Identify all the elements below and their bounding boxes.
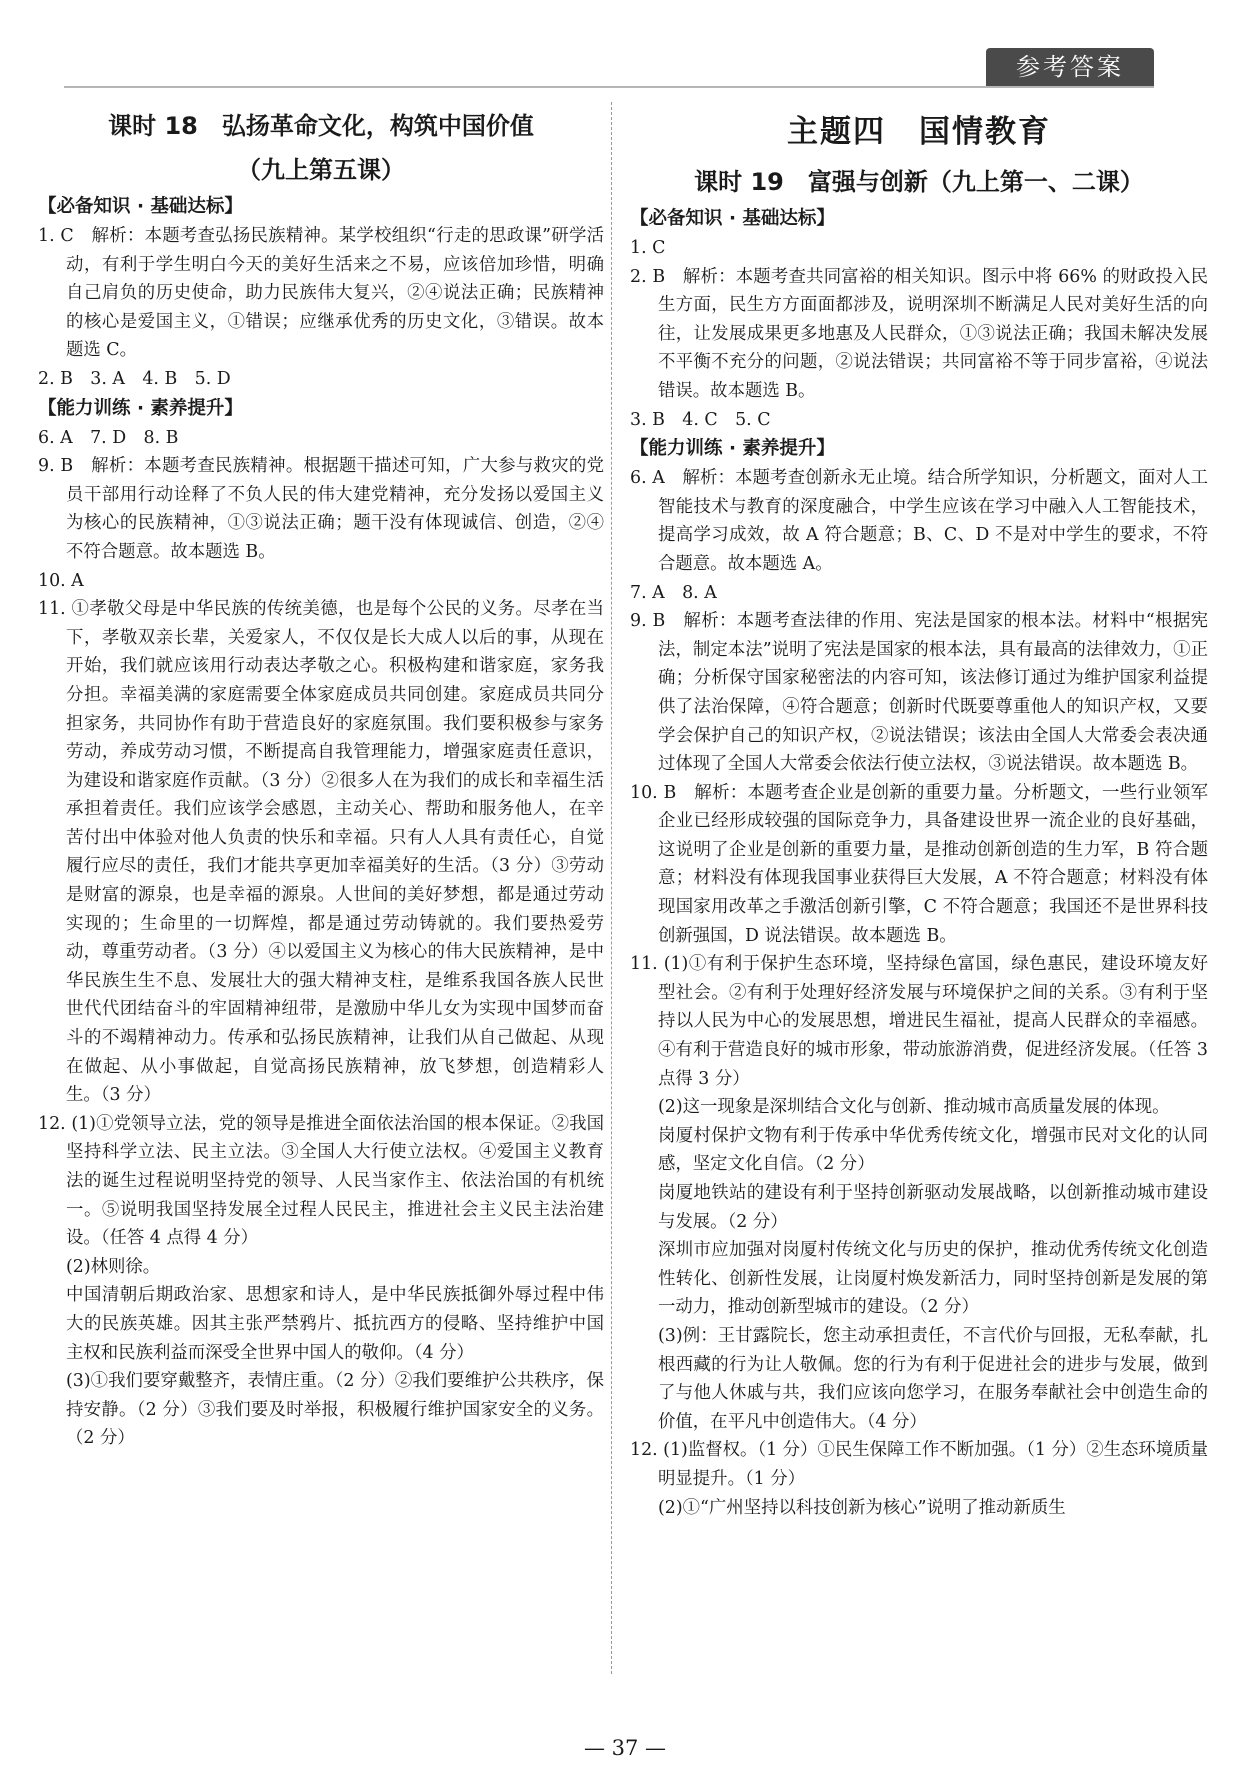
answer-10: 10. A [38, 570, 84, 591]
answer-9: 9. B 解析：本题考查民族精神。根据题干描述可知，广大参与救灾的党员干部用行动诠释了不负人民的伟大建党精神，充分发扬以爱国主义为核心的民族精神，①③说法正确；题干没有体现诚信、创造，②④不符合题意。故本题选 B。 [38, 456, 604, 562]
answers-6-8: 6. A 7. D 8. B [38, 427, 179, 448]
answer-12-part2-detail: 中国清朝后期政治家、思想家和诗人，是中华民族抵御外辱过程中伟大的民族英雄。因其主张严禁鸦片、抵抗西方的侵略、坚持维护中国主权和民族利益而深受全世界中国人的敬仰。（4 分） [66, 1285, 604, 1363]
right-column [630, 104, 1208, 1522]
theme-four-title: 主题四 国情教育 [787, 114, 1051, 150]
answer-r9: 9. B 解析：本题考查法律的作用、宪法是国家的根本法。材料中“根据宪法，制定本法”说明了宪法是国家的根本法，具有最高的法律效力，①正确；分析保守国家秘密法的内容可知，该法修订通过为维护国家利益提供了法治保障，④符合题意；创新时代既要尊重他人的知识产权，又要学会保护自己的知识产权，②说法错误；该法由全国人大常委会表决通过体现了全国人大常委会依法行使立法权，③说法错误。故本题选 B。 [630, 611, 1208, 775]
section-ability-heading-2: 【能力训练 · 素养提升】 [630, 438, 835, 460]
answer-r11-culture: 岗厦村保护文物有利于传承中华优秀传统文化，增强市民对文化的认同感，坚定文化自信。（2 分） [658, 1125, 1208, 1175]
section-basic-heading-2: 【必备知识 · 基础达标】 [630, 208, 835, 229]
lesson-19-title: 课时 19 富强与创新（九上第一、二课） [694, 168, 1144, 196]
answer-key-tab: 参考答案 [986, 48, 1154, 86]
answer-r11-part3: (3)例：王甘露院长，您主动承担责任，不言代价与回报，无私奉献，扎根西藏的行为让人敬佩。您的行为有利于促进社会的进步与发展，做到了与他人休戚与共，我们应该向您学习，在服务奉献社会中创造生命的价值，在平凡中创造伟大。（4 分） [658, 1325, 1208, 1432]
answer-1: 1. C 解析：本题考查弘扬民族精神。某学校组织“行走的思政课”研学活动，有利于学生明白今天的美好生活来之不易，应该倍加珍惜，明确自己肩负的历史使命，助力民族伟大复兴，②④说法正确；民族精神的核心是爱国主义，①错误；应继承优秀的历史文化，③错误。故本题选 C。 [38, 226, 604, 361]
answer-r12-part1: 12. (1)监督权。（1 分）①民生保障工作不断加强。（1 分）②生态环境质量明显提升。（1 分） [630, 1440, 1208, 1489]
answer-r1: 1. C [630, 238, 666, 258]
answer-r11-shenzhen: 深圳市应加强对岗厦村传统文化与历史的保护，推动优秀传统文化创造性转化、创新性发展，让岗厦村焕发新活力，同时坚持创新是发展的第一动力，推动创新型城市的建设。（2 分） [658, 1240, 1208, 1318]
header-rule [64, 86, 1154, 88]
answer-12-part1: 12. (1)①党领导立法，党的领导是推进全面依法治国的根本保证。②我国坚持科学立法、民主立法。③全国人大行使立法权。④爱国主义教育法的诞生过程说明坚持党的领导、人民当家作主、依法治国的有机统一。⑤说明我国坚持发展全过程人民民主，推进社会主义民主法治建设。（任答 4 点得 4 分） [38, 1113, 604, 1249]
answer-r2: 2. B 解析：本题考查共同富裕的相关知识。图示中将 66% 的财政投入民生方面，民生方方面面都涉及，说明深圳不断满足人民对美好生活的向往，让发展成果更多地惠及人民群众，①③说法正确；我国未解决发展不平衡不充分的问题，②说法错误；共同富裕不等于同步富裕，④说法错误。故本题选 B。 [630, 266, 1208, 401]
lesson-18-title: 课时 18 弘扬革命文化，构筑中国价值 [108, 112, 534, 140]
answer-r6: 6. A 解析：本题考查创新永无止境。结合所学知识，分析题文，面对人工智能技术与教育的深度融合，中学生应该在学习中融入人工智能技术，提高学习成效，故 A 符合题意；B、C、D 不是对中学生的要求，不符合题意。故本题选 A。 [630, 468, 1208, 574]
answer-r11-subway: 岗厦地铁站的建设有利于坚持创新驱动发展战略，以创新推动城市建设与发展。（2 分） [658, 1183, 1208, 1232]
section-ability-heading: 【能力训练 · 素养提升】 [38, 397, 243, 419]
answers-r7-8: 7. A 8. A [630, 582, 717, 603]
section-basic-heading: 【必备知识 · 基础达标】 [38, 196, 243, 217]
lesson-18-subtitle: （九上第五课） [237, 156, 405, 184]
answers-2-5: 2. B 3. A 4. B 5. D [38, 368, 231, 389]
answer-12-part2: (2)林则徐。 [66, 1256, 161, 1277]
answer-r12-part2: (2)①“广州坚持以科技创新为核心”说明了推动新质生 [658, 1497, 1066, 1518]
answer-11: 11. ①孝敬父母是中华民族的传统美德，也是每个公民的义务。尽孝在当下，孝敬双亲长辈，关爱家人，不仅仅是长大成人以后的事，从现在开始，我们就应该用行动表达孝敬之心。积极构建和谐家庭，家务我分担。幸福美满的家庭需要全体家庭成员共同创建。家庭成员共同分担家务，共同协作有助于营造良好的家庭氛围。我们要积极参与家务劳动，养成劳动习惯，不断提高自我管理能力，增强家庭责任意识，为建设和谐家庭作贡献。（3 分）②很多人在为我们的成长和幸福生活承担着责任。我们应该学会感恩，主动关心、帮助和服务他人，在辛苦付出中体验对他人负责的快乐和幸福。只有人人具有责任心，自觉履行应尽的责任，我们才能共享更加幸福美好的生活。（3 分）③劳动是财富的源泉，也是幸福的源泉。人世间的美好梦想，都是通过劳动实现的；生命里的一切辉煌，都是通过劳动铸就的。我们要热爱劳动，尊重劳动者。（3 分）④以爱国主义为核心的伟大民族精神，是中华民族生生不息、发展壮大的强大精神支柱，是维系我国各族人民世世代代团结奋斗的牢固精神纽带，是激励中华儿女为实现中国梦而奋斗的不竭精神动力。传承和弘扬民族精神，让我们从自己做起、从现在做起、从小事做起，自觉高扬民族精神，放飞梦想，创造精彩人生。（3 分） [38, 599, 604, 1106]
answer-r11-part1: 11. (1)①有利于保护生态环境，坚持绿色富国，绿色惠民，建设环境友好型社会。②有利于处理好经济发展与环境保护之间的关系。③有利于坚持以人民为中心的发展思想，增进民生福祉，提高人民群众的幸福感。④有利于营造良好的城市形象，带动旅游消费，促进经济发展。（任答 3 点得 3 分） [630, 954, 1208, 1089]
answer-r11-part2: (2)这一现象是深圳结合文化与创新、推动城市高质量发展的体现。 [658, 1097, 1170, 1118]
answer-12-part3: (3)①我们要穿戴整齐，表情庄重。（2 分）②我们要维护公共秩序，保持安静。（2 分）③我们要及时举报，积极履行维护国家安全的义务。（2 分） [66, 1371, 604, 1449]
answers-r3-5: 3. B 4. C 5. C [630, 409, 771, 430]
answer-r10: 10. B 解析：本题考查企业是创新的重要力量。分析题文，一些行业领军企业已经形成较强的国际竞争力，具备建设世界一流企业的良好基础，这说明了企业是创新的重要力量，是推动创新创造的生力军，B 符合题意；材料没有体现我国事业获得巨大发展，A 不符合题意；材料没有体现国家用改革之手激活创新引擎，C 不符合题意；我国还不是世界科技创新强国，D 说法错误。故本题选 B。 [630, 782, 1208, 946]
page-number: — 37 — [583, 1736, 667, 1760]
left-column [38, 104, 604, 1453]
column-divider [611, 102, 612, 1674]
